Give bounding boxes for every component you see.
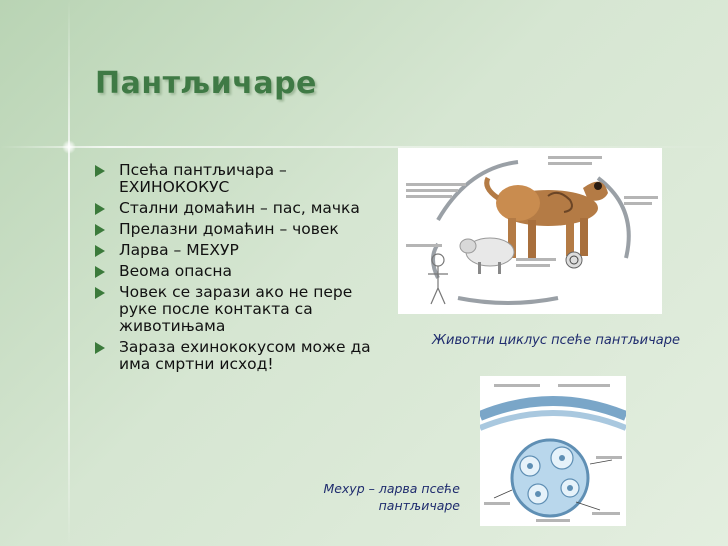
bullet-arrow-icon: [95, 165, 105, 177]
bullet-arrow-icon: [95, 245, 105, 257]
cyst-illustration: [480, 376, 626, 526]
bullet-item: [95, 162, 395, 196]
slide-title: Пантљичаре: [95, 66, 317, 101]
decorative-sparkle: [62, 140, 76, 154]
lifecycle-diagram-icon: [398, 148, 662, 314]
bullet-arrow-icon: [95, 266, 105, 278]
bullet-item: [95, 284, 395, 335]
bullet-arrow-icon: [95, 203, 105, 215]
cyst-caption-line-2: пантљичаре: [378, 498, 460, 513]
bullet-text: Веома опасна: [119, 262, 233, 280]
lifecycle-caption: Животни циклус псеће пантљичаре: [432, 333, 681, 348]
bullet-item: [95, 221, 395, 238]
bullet-text: Стални домаћин – пас, мачка: [119, 199, 360, 217]
bullet-item: [95, 200, 395, 217]
lifecycle-illustration: [398, 148, 662, 314]
bullet-text: Псећа пантљичара – ЕХИНОКОКУС: [119, 161, 287, 196]
bullet-text: Зараза ехинококусом може да има смртни исход!: [119, 338, 371, 373]
bullet-item: [95, 242, 395, 259]
hydatid-cyst-diagram-icon: [480, 376, 626, 526]
bullet-arrow-icon: [95, 287, 105, 299]
decorative-vertical-line: [68, 0, 70, 546]
bullet-item: [95, 339, 395, 373]
bullet-text: Човек се зарази ако не пере руке после контакта са животињама: [119, 283, 353, 335]
bullet-text: Ларва – МЕХУР: [119, 241, 239, 259]
bullet-list: [95, 162, 395, 377]
cyst-caption-line-1: Мехур – ларва псеће: [323, 481, 460, 496]
bullet-text: Прелазни домаћин – човек: [119, 220, 339, 238]
cyst-caption: [318, 480, 460, 514]
bullet-item: [95, 263, 395, 280]
bullet-arrow-icon: [95, 342, 105, 354]
bullet-arrow-icon: [95, 224, 105, 236]
